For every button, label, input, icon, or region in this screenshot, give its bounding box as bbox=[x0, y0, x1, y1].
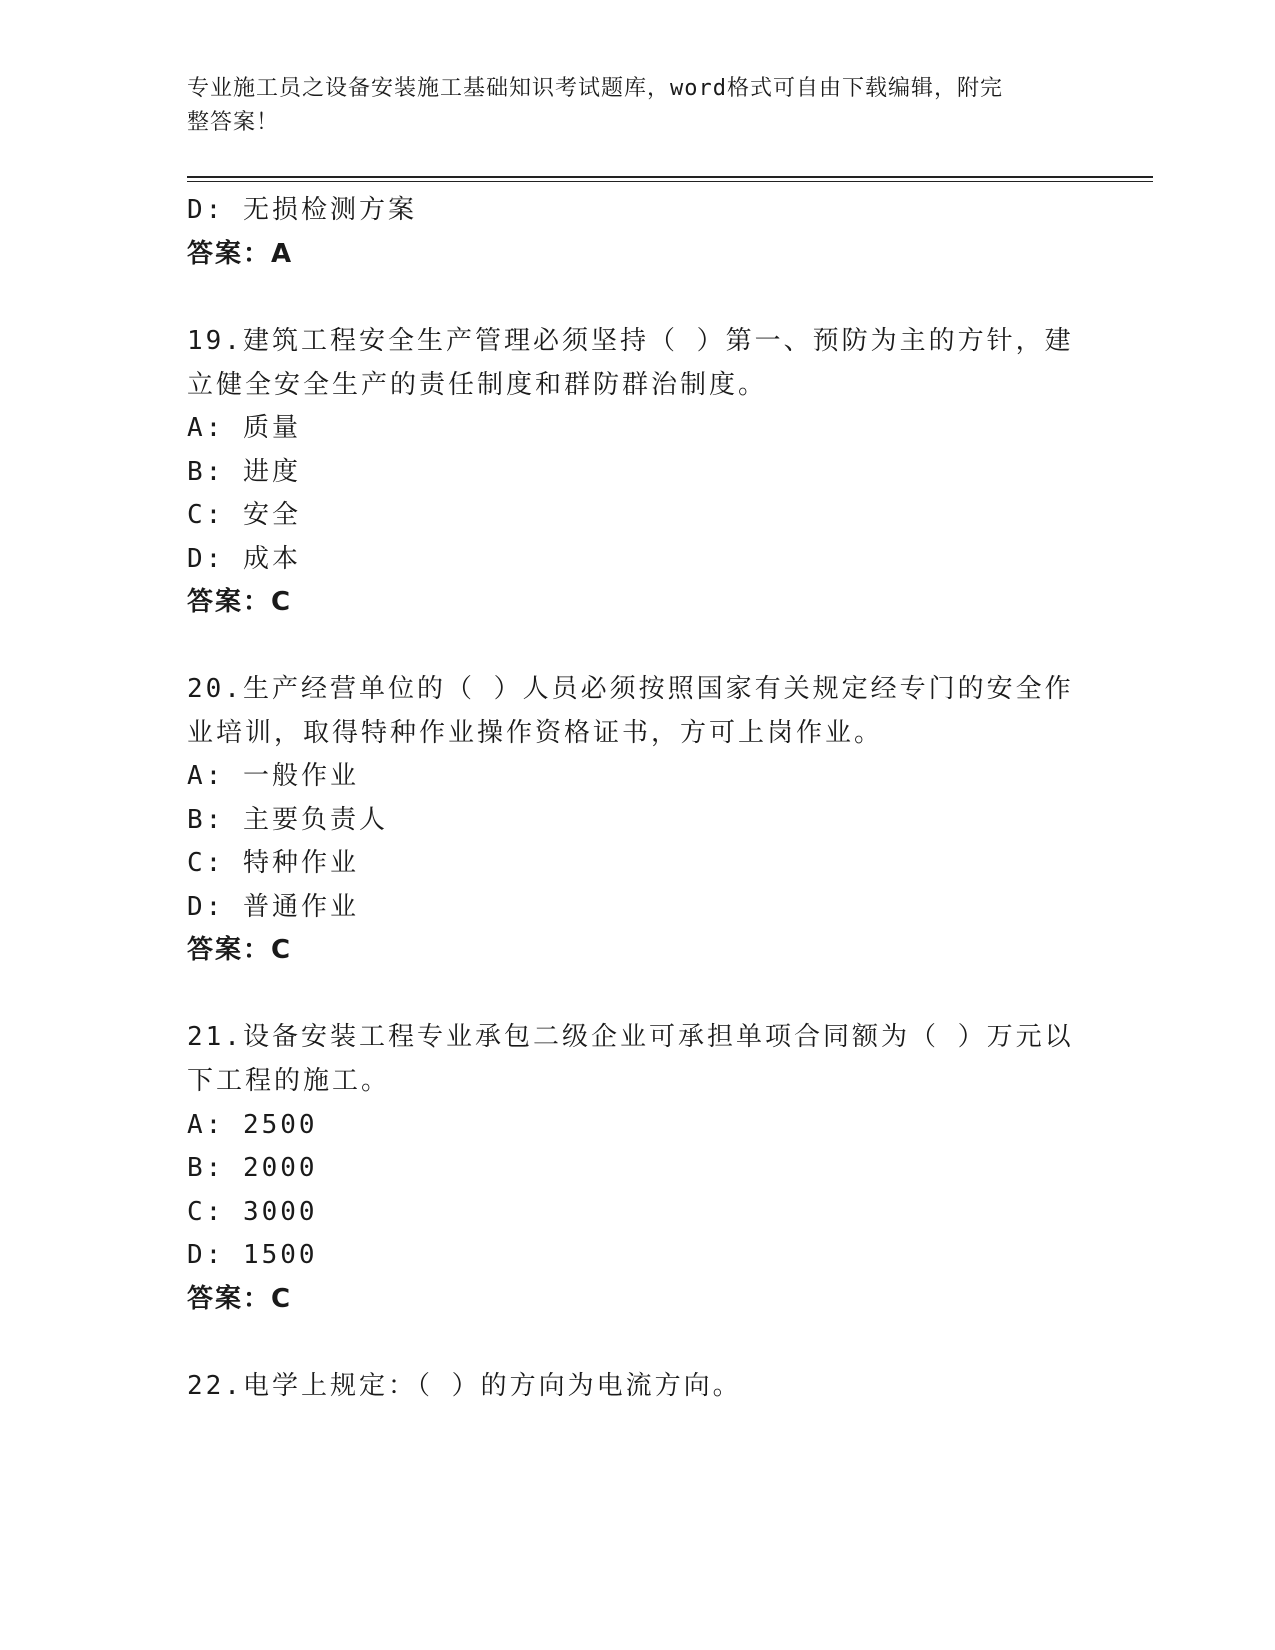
question-20-option-a: A: 一般作业 bbox=[187, 761, 359, 791]
question-21-line-1: 21.设备安装工程专业承包二级企业可承担单项合同额为（ ）万元以 bbox=[187, 1022, 1074, 1052]
question-21-answer: 答案：C bbox=[187, 1284, 293, 1314]
header-line-1: 专业施工员之设备安装施工基础知识考试题库，word格式可自由下载编辑，附完 bbox=[187, 76, 1003, 101]
question-20-answer: 答案：C bbox=[187, 935, 293, 965]
question-20-option-b: B: 主要负责人 bbox=[187, 805, 388, 835]
answer-label: 答案：A bbox=[187, 239, 294, 269]
header-line-2: 整答案！ bbox=[187, 110, 280, 135]
question-20-option-d: D: 普通作业 bbox=[187, 892, 359, 922]
question-21-option-d: D: 1500 bbox=[187, 1240, 318, 1270]
question-21-line-2: 下工程的施工。 bbox=[187, 1066, 391, 1096]
question-19-option-b: B: 进度 bbox=[187, 457, 301, 487]
question-21-option-a: A: 2500 bbox=[187, 1110, 318, 1140]
option-d: D: 无损检测方案 bbox=[187, 195, 417, 225]
question-22-line-1: 22.电学上规定：（ ）的方向为电流方向。 bbox=[187, 1371, 742, 1401]
question-21-option-b: B: 2000 bbox=[187, 1153, 318, 1183]
question-19-line-2: 立健全安全生产的责任制度和群防群治制度。 bbox=[187, 370, 768, 400]
question-21-option-c: C: 3000 bbox=[187, 1197, 318, 1227]
question-19-option-a: A: 质量 bbox=[187, 413, 301, 443]
question-19-option-c: C: 安全 bbox=[187, 500, 301, 530]
question-19-option-d: D: 成本 bbox=[187, 544, 301, 574]
header-divider-thick bbox=[187, 176, 1153, 178]
question-20-line-2: 业培训，取得特种作业操作资格证书，方可上岗作业。 bbox=[187, 718, 884, 748]
question-19-line-1: 19.建筑工程安全生产管理必须坚持（ ）第一、预防为主的方针，建 bbox=[187, 326, 1074, 356]
header-divider-thin bbox=[187, 181, 1153, 182]
question-20-line-1: 20.生产经营单位的（ ）人员必须按照国家有关规定经专门的安全作 bbox=[187, 674, 1074, 704]
question-20-option-c: C: 特种作业 bbox=[187, 848, 359, 878]
question-19-answer: 答案：C bbox=[187, 587, 293, 617]
document-header bbox=[187, 72, 1067, 140]
